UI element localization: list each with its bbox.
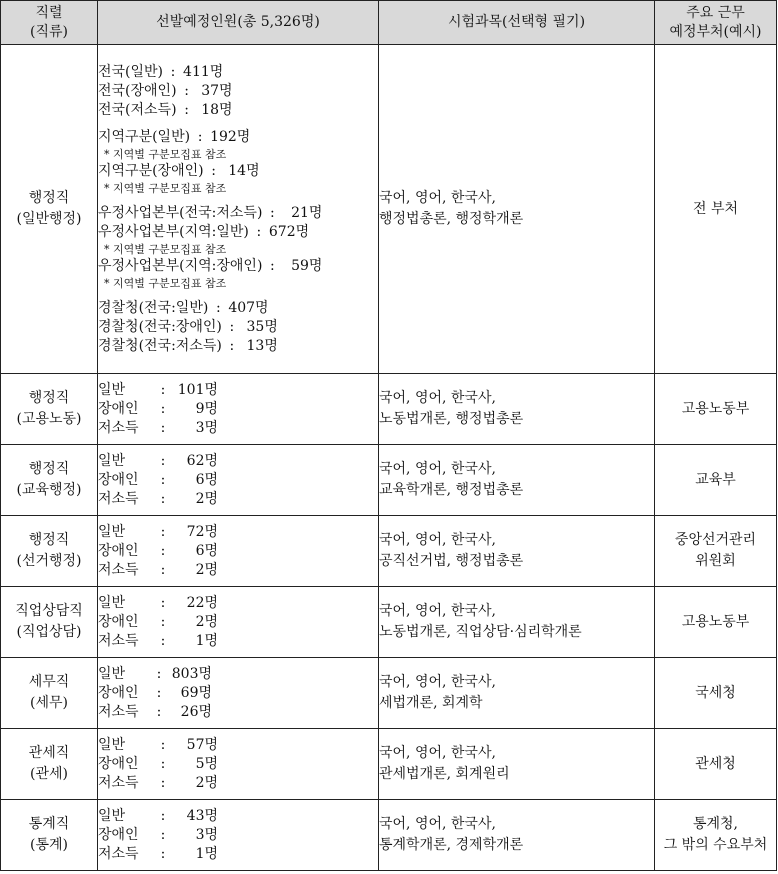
quota-colon: : [270,257,275,274]
header-job-line2: (직류) [30,23,68,40]
quota-colon: : [160,419,166,436]
subjects-line: 공직선거법, 행정법총론 [379,553,524,569]
quota-line [98,318,378,337]
table-row [1,658,777,729]
subjects-line: 국어, 영어, 한국사, [379,532,496,548]
quota-label: 저소득 [98,774,139,791]
subjects-line: 노동법개론, 행정법총론 [379,411,524,427]
job-name: 관세직 [28,745,70,761]
quota-count: 69명 [180,684,212,701]
subjects-line: 국어, 영어, 한국사, [379,461,496,477]
department-line: 국세청 [695,684,736,701]
table-row [1,800,777,871]
department-line: 고용노동부 [681,400,750,417]
quota-count: 803명 [171,665,212,682]
quota-group [98,594,378,651]
quota-count: 101명 [177,381,218,398]
quota-colon: : [160,471,166,488]
header-dept-line1: 주요 근무 [686,4,745,21]
quota-label: 저소득 [98,490,139,507]
header-row [1,1,777,45]
quota-line [98,471,378,490]
table-row [1,729,777,800]
quota-group [98,665,378,722]
quota-label: 지역구분(장애인) [98,162,204,179]
table-row [1,374,777,445]
quota-cell [98,45,379,374]
quota-cell [98,374,379,445]
quota-label: 장애인 [98,755,139,772]
quota-cell [98,445,379,516]
quota-colon: : [156,665,162,682]
department-cell [655,587,777,658]
quota-label: 장애인 [98,542,139,559]
department-line: 전 부처 [692,200,739,217]
header-department [655,1,777,45]
quota-colon: : [160,561,166,578]
quota-colon: : [160,807,166,824]
subjects-cell [379,45,655,374]
department-line: 고용노동부 [681,613,750,630]
quota-label: 장애인 [98,826,139,843]
quota-colon: : [160,774,166,791]
quota-count: 3명 [195,419,218,436]
quota-line [98,632,378,651]
quota-label: 경찰청(전국:장애인) [98,318,222,335]
quota-line [98,162,378,181]
quota-line [98,594,378,613]
quota-label: 일반 [98,452,126,469]
quota-label: 장애인 [98,613,139,630]
subjects-line: 행정법총론, 행정학개론 [379,211,524,227]
quota-label: 우정사업본부(지역:장애인) [98,257,263,274]
department-cell [655,658,777,729]
quota-colon: : [160,755,166,772]
department-line: 관세청 [695,755,736,772]
quota-line [98,665,378,684]
quota-count: 13명 [246,337,278,354]
quota-colon: : [156,684,162,701]
subjects-line: 국어, 영어, 한국사, [379,390,496,406]
quota-label: 저소득 [98,845,139,862]
job-name: 행정직 [28,461,70,477]
quota-group [98,736,378,793]
table-row [1,587,777,658]
quota-group [98,63,378,120]
job-name: 통계직 [28,816,70,832]
quota-line [98,400,378,419]
quota-count: 3명 [195,826,218,843]
quota-line [98,381,378,400]
quota-cell [98,516,379,587]
quota-note: * 지역별 구분모집표 참조 [104,181,227,195]
subjects-line: 국어, 영어, 한국사, [379,190,496,206]
quota-label: 장애인 [98,471,139,488]
department-line: 중앙선거관리 [674,532,757,548]
quota-cell [98,729,379,800]
quota-line [98,703,378,722]
quota-label: 저소득 [98,419,139,436]
quota-colon: : [160,523,166,540]
header-dept-line2: 예정부처(예시) [669,23,762,40]
quota-group [98,204,378,291]
quota-count: 5명 [195,755,218,772]
job-category-cell [1,45,98,374]
subjects-line: 국어, 영어, 한국사, [379,816,496,832]
header-subjects: 시험과목(선택형 필기) [379,1,655,45]
table-row [1,445,777,516]
quota-colon: : [184,101,189,118]
job-name: 세무직 [28,674,70,690]
header-quota: 선발예정인원(총 5,326명) [98,1,379,45]
quota-colon: : [160,452,166,469]
quota-colon: : [184,82,189,99]
department-cell [655,800,777,871]
department-cell [655,374,777,445]
quota-count: 6명 [195,471,218,488]
job-category-cell [1,587,98,658]
quota-line [98,223,378,242]
quota-colon: : [211,162,216,179]
quota-line [98,204,378,223]
subjects-line: 국어, 영어, 한국사, [379,603,496,619]
job-subcategory: (관세) [30,766,68,782]
department-cell [655,445,777,516]
quota-line [98,82,378,101]
quota-line [98,755,378,774]
quota-label: 저소득 [98,703,139,720]
job-subcategory: (교육행정) [16,482,82,498]
job-name: 행정직 [28,390,70,406]
quota-count: 9명 [195,400,218,417]
quota-line [98,63,378,82]
quota-count: 21명 [291,204,323,221]
quota-count: 2명 [195,774,218,791]
quota-colon: : [197,128,203,145]
quota-line [98,101,378,120]
subjects-cell [379,658,655,729]
quota-colon: : [160,632,166,649]
department-line: 위원회 [695,553,736,569]
quota-colon: : [270,204,275,221]
quota-label: 경찰청(전국:일반) [98,299,209,316]
quota-label: 전국(일반) [98,63,164,80]
quota-colon: : [160,400,166,417]
department-cell [655,45,777,374]
quota-line [98,128,378,147]
quota-count: 2명 [195,490,218,507]
quota-count: 62명 [186,452,218,469]
quota-line [98,807,378,826]
job-category-cell [1,445,98,516]
quota-colon: : [170,63,176,80]
quota-line [98,736,378,755]
quota-label: 일반 [98,665,126,682]
quota-line [98,684,378,703]
subjects-line: 관세법개론, 회계원리 [379,766,510,782]
department-line: 교육부 [695,471,736,488]
quota-label: 지역구분(일반) [98,128,191,145]
quota-colon: : [256,223,262,240]
quota-line [98,561,378,580]
quota-line [98,257,378,276]
quota-colon: : [160,613,166,630]
quota-count: 59명 [291,257,323,274]
quota-count: 1명 [195,632,218,649]
quota-colon: : [160,826,166,843]
quota-label: 일반 [98,807,126,824]
header-job-line1: 직렬 [35,4,63,21]
subjects-line: 국어, 영어, 한국사, [379,674,496,690]
job-category-cell [1,729,98,800]
quota-line [98,299,378,318]
quota-count: 411명 [183,63,224,80]
quota-label: 경찰청(전국:저소득) [98,337,222,354]
quota-colon: : [160,594,166,611]
quota-group [98,128,378,196]
quota-colon: : [215,299,221,316]
quota-label: 일반 [98,381,126,398]
job-category-cell [1,658,98,729]
quota-label: 우정사업본부(지역:일반) [98,223,249,240]
job-subcategory: (직업상담) [16,624,82,640]
quota-colon: : [156,703,162,720]
quota-colon: : [229,318,235,335]
job-subcategory: (세무) [30,695,68,711]
quota-line [98,337,378,356]
job-name: 행정직 [28,532,70,548]
quota-count: 26명 [180,703,212,720]
quota-line [98,774,378,793]
job-subcategory: (일반행정) [16,211,82,227]
quota-group [98,523,378,580]
quota-count: 2명 [195,561,218,578]
quota-note: * 지역별 구분모집표 참조 [104,276,227,290]
quota-label: 전국(장애인) [98,82,177,99]
subjects-cell [379,729,655,800]
quota-line [98,419,378,438]
job-category-cell [1,516,98,587]
subjects-cell [379,374,655,445]
quota-count: 57명 [186,736,218,753]
quota-group [98,381,378,438]
quota-colon: : [160,736,166,753]
quota-colon: : [160,845,166,862]
job-subcategory: (선거행정) [16,553,82,569]
quota-count: 37명 [201,82,233,99]
quota-label: 일반 [98,523,126,540]
quota-count: 18명 [201,101,233,118]
quota-line [98,490,378,509]
quota-label: 일반 [98,736,126,753]
department-cell [655,729,777,800]
quota-count: 22명 [186,594,218,611]
quota-count: 72명 [186,523,218,540]
quota-cell [98,658,379,729]
job-subcategory: (고용노동) [16,411,82,427]
subjects-cell [379,445,655,516]
quota-label: 저소득 [98,561,139,578]
department-line: 통계청, [692,816,739,832]
department-line: 그 밖의 수요부처 [663,837,768,853]
quota-count: 6명 [195,542,218,559]
quota-group [98,299,378,356]
quota-cell [98,800,379,871]
quota-count: 672명 [268,223,310,240]
quota-colon: : [160,490,166,507]
quota-line [98,826,378,845]
job-subcategory: (통계) [30,837,68,853]
subjects-cell [379,800,655,871]
quota-label: 장애인 [98,684,139,701]
subjects-line: 교육학개론, 행정법총론 [379,482,524,498]
quota-line [98,523,378,542]
quota-line [98,613,378,632]
quota-count: 14명 [228,162,260,179]
department-cell [655,516,777,587]
job-name: 행정직 [28,190,70,206]
subjects-line: 통계학개론, 경제학개론 [379,837,524,853]
job-category-cell [1,374,98,445]
quota-group [98,452,378,509]
quota-count: 192명 [210,128,251,145]
job-name: 직업상담직 [15,603,83,619]
quota-count: 35명 [246,318,278,335]
quota-line [98,542,378,561]
header-job-category [1,1,98,45]
table-row [1,516,777,587]
subjects-line: 국어, 영어, 한국사, [379,745,496,761]
quota-group [98,807,378,864]
quota-label: 전국(저소득) [98,101,177,118]
quota-label: 장애인 [98,400,139,417]
quota-label: 일반 [98,594,126,611]
quota-count: 407명 [228,299,269,316]
quota-note: * 지역별 구분모집표 참조 [104,242,227,256]
subjects-line: 세법개론, 회계학 [379,695,483,711]
subjects-cell [379,587,655,658]
quota-count: 43명 [186,807,218,824]
quota-colon: : [229,337,235,354]
job-category-cell [1,800,98,871]
table-body [1,45,777,871]
quota-line [98,845,378,864]
quota-note: * 지역별 구분모집표 참조 [104,147,227,161]
quota-label: 저소득 [98,632,139,649]
subjects-cell [379,516,655,587]
quota-line [98,452,378,471]
quota-cell [98,587,379,658]
subjects-line: 노동법개론, 직업상담·심리학개론 [379,624,582,640]
quota-count: 1명 [195,845,218,862]
quota-colon: : [160,542,166,559]
quota-label: 우정사업본부(전국:저소득) [98,204,263,221]
table-row [1,45,777,374]
quota-count: 2명 [195,613,218,630]
quota-colon: : [160,381,166,398]
